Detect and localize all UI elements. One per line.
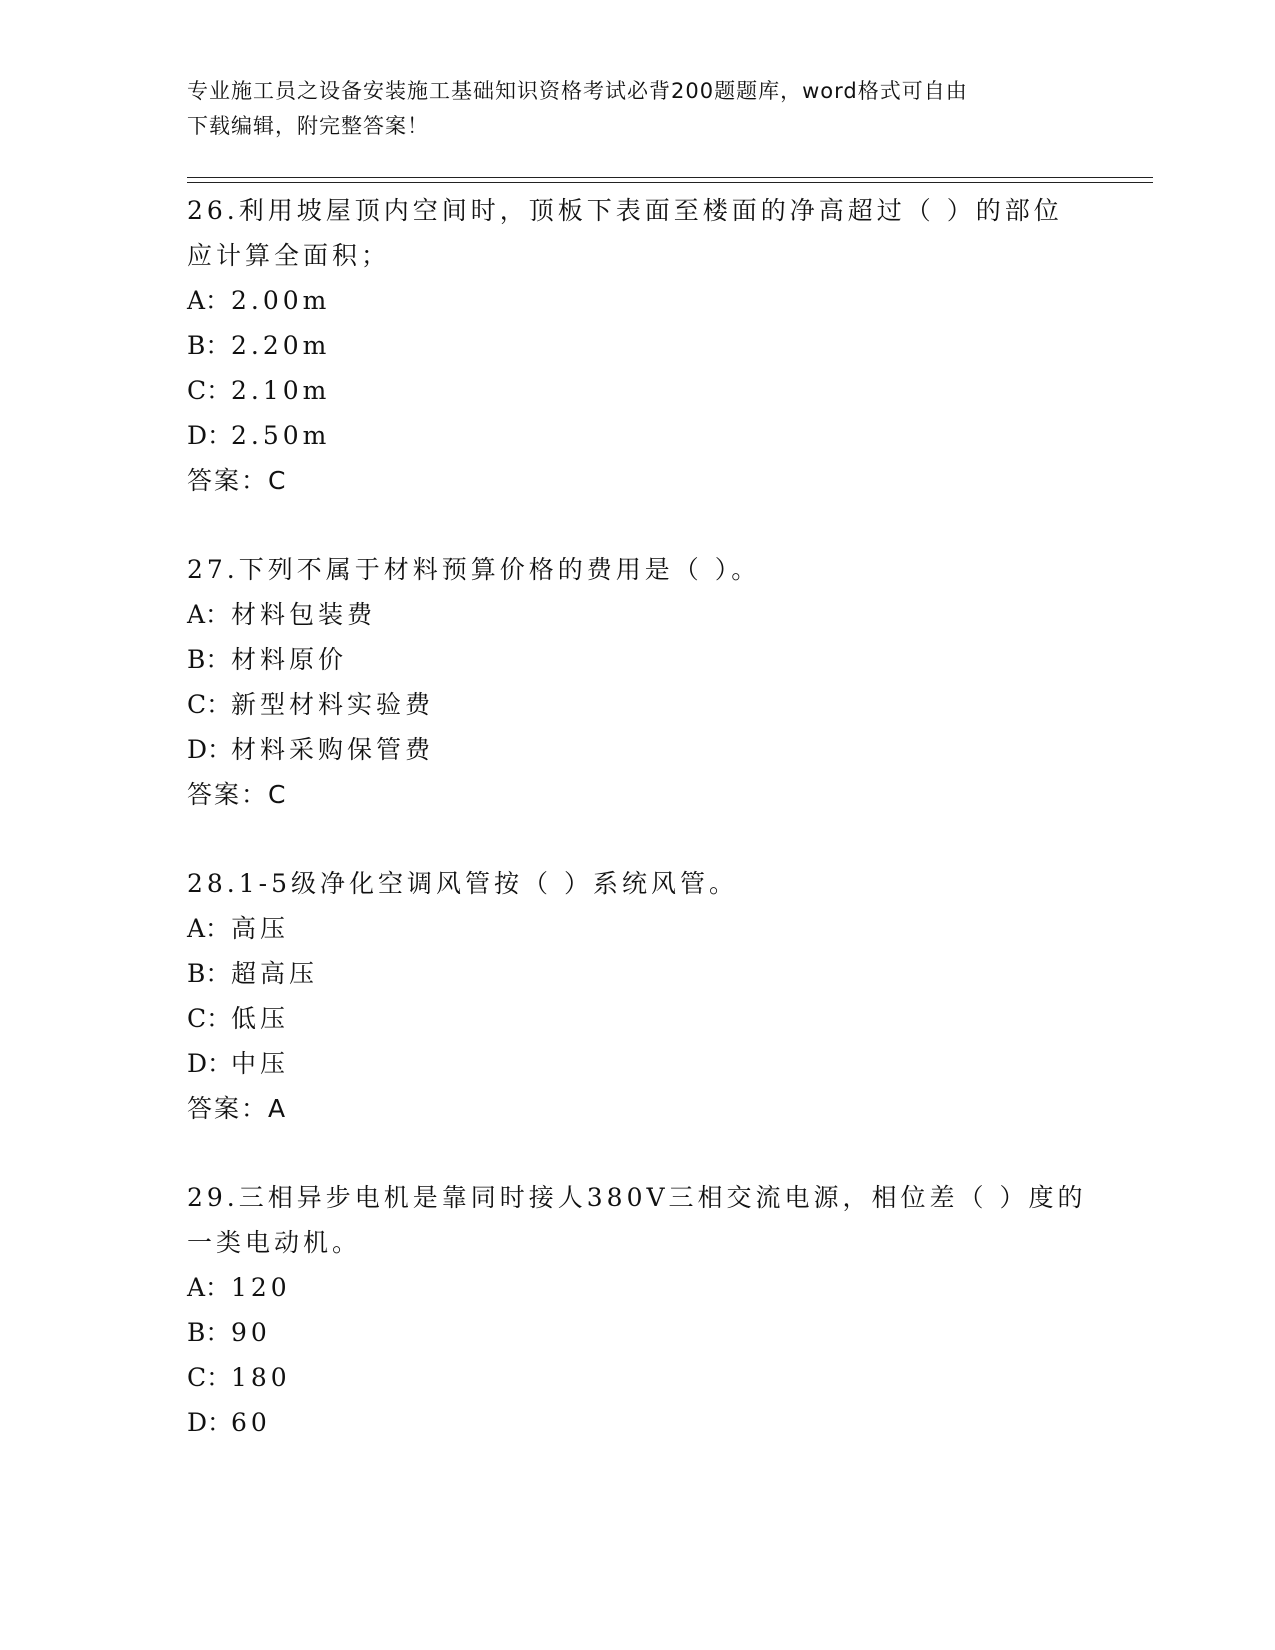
option-text: 180 — [231, 1363, 291, 1392]
answer-line — [187, 772, 1087, 817]
option-text: 2.20m — [231, 331, 331, 360]
option-text: 60 — [231, 1408, 271, 1437]
option-a — [187, 278, 1087, 323]
answer-label: 答案： — [187, 1094, 269, 1123]
question-28 — [187, 861, 1087, 1131]
question-26 — [187, 188, 1087, 503]
option-text: 2.50m — [231, 421, 331, 450]
option-text: 低压 — [231, 1004, 290, 1033]
option-a — [187, 906, 1087, 951]
option-a — [187, 592, 1087, 637]
answer-label: 答案： — [187, 780, 269, 809]
question-29 — [187, 1175, 1087, 1445]
option-text: 90 — [231, 1318, 271, 1347]
option-d — [187, 1400, 1087, 1445]
question-stem-line-1: 27.下列不属于材料预算价格的费用是（ ）。 — [187, 555, 761, 584]
option-text: 中压 — [231, 1049, 290, 1078]
header-divider-top — [187, 177, 1153, 178]
option-a — [187, 1265, 1087, 1310]
question-27 — [187, 547, 1087, 817]
option-text: 材料原价 — [231, 645, 348, 674]
option-c — [187, 1355, 1087, 1400]
option-letter: B： — [187, 959, 231, 988]
option-text: 材料采购保管费 — [231, 735, 435, 764]
option-letter: D： — [187, 1049, 233, 1078]
option-letter: D： — [187, 735, 233, 764]
option-letter: D： — [187, 1408, 233, 1437]
option-b — [187, 951, 1087, 996]
option-c — [187, 368, 1087, 413]
question-stem-line-2: 一类电动机。 — [187, 1228, 362, 1257]
option-letter: A： — [187, 286, 231, 315]
option-letter: C： — [187, 1363, 232, 1392]
question-list — [187, 188, 1087, 1489]
answer-value: A — [268, 1094, 286, 1123]
answer-label: 答案： — [187, 466, 269, 495]
option-letter: C： — [187, 376, 232, 405]
question-stem — [187, 861, 1087, 906]
option-letter: B： — [187, 645, 231, 674]
option-letter: C： — [187, 690, 232, 719]
option-b — [187, 323, 1087, 368]
answer-line — [187, 1086, 1087, 1131]
option-text: 2.00m — [231, 286, 331, 315]
option-b — [187, 637, 1087, 682]
option-d — [187, 1041, 1087, 1086]
question-stem-line-1: 29.三相异步电机是靠同时接人380V三相交流电源，相位差（ ）度的 — [187, 1183, 1087, 1212]
option-c — [187, 996, 1087, 1041]
option-d — [187, 413, 1087, 458]
option-letter: A： — [187, 914, 231, 943]
question-stem — [187, 547, 1087, 592]
question-stem-line-1: 28.1-5级净化空调风管按（ ）系统风管。 — [187, 869, 738, 898]
answer-value: C — [268, 466, 286, 495]
option-b — [187, 1310, 1087, 1355]
option-text: 高压 — [231, 914, 290, 943]
option-d — [187, 727, 1087, 772]
option-c — [187, 682, 1087, 727]
option-letter: B： — [187, 1318, 231, 1347]
option-letter: C： — [187, 1004, 232, 1033]
question-stem-line-1: 26.利用坡屋顶内空间时，顶板下表面至楼面的净高超过（ ）的部位 — [187, 196, 1063, 225]
option-text: 新型材料实验费 — [231, 690, 435, 719]
question-stem — [187, 1175, 1087, 1265]
option-letter: D： — [187, 421, 233, 450]
option-letter: B： — [187, 331, 231, 360]
question-stem-line-2: 应计算全面积； — [187, 241, 391, 270]
header-divider-bottom — [187, 182, 1153, 183]
option-text: 120 — [231, 1273, 291, 1302]
question-stem — [187, 188, 1087, 278]
header-line-2: 下载编辑，附完整答案！ — [187, 114, 429, 138]
answer-line — [187, 458, 1087, 503]
header-line-1: 专业施工员之设备安装施工基础知识资格考试必背200题题库，word格式可自由 — [187, 79, 968, 103]
option-text: 材料包装费 — [231, 600, 377, 629]
document-header — [187, 74, 1087, 144]
answer-value: C — [268, 780, 286, 809]
option-letter: A： — [187, 600, 231, 629]
option-text: 超高压 — [231, 959, 319, 988]
option-text: 2.10m — [231, 376, 331, 405]
option-letter: A： — [187, 1273, 231, 1302]
